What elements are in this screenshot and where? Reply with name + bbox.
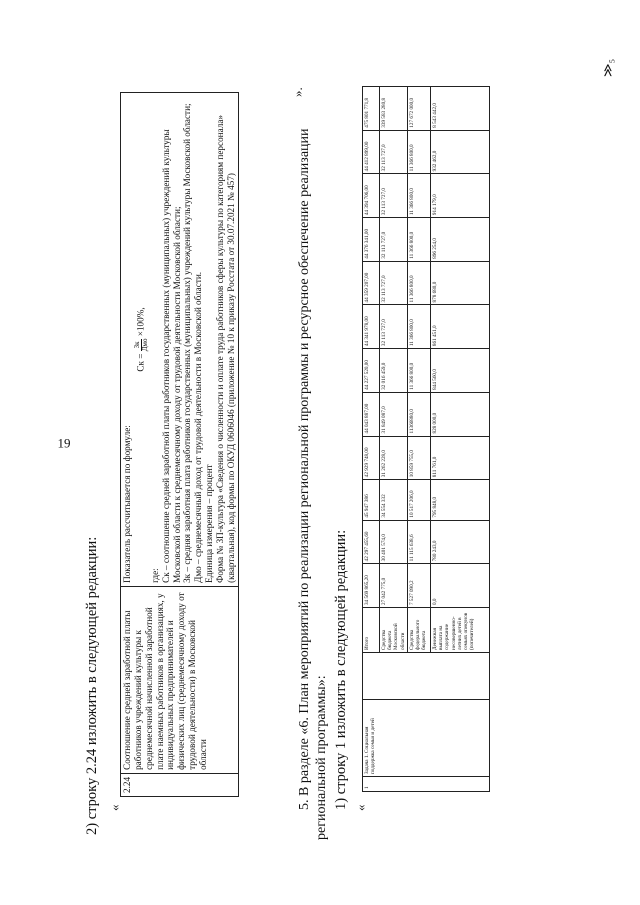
formula-intro: Показатель рассчитывается по формуле:: [122, 425, 132, 583]
value-cell: 795 848,0: [430, 480, 489, 520]
value-cell: 10 517 206,0: [407, 480, 430, 520]
definition-dmo: Дмо – среднемесячный доход от трудовой деятельности в Московской области.: [193, 271, 204, 583]
formula-denominator: Дмо: [140, 338, 149, 352]
row-label: Средства федерального бюджета: [407, 608, 430, 653]
value-cell: 932 462,0: [430, 130, 489, 174]
value-cell: 11 366 800,0: [407, 174, 430, 218]
value-cell: 44 359 207,00: [363, 261, 380, 305]
formula-rhs: ×100%,: [135, 307, 146, 337]
formula-numerator: Зк: [134, 339, 142, 352]
value-cell: 475 801 771,8: [363, 87, 380, 131]
value-cell: 32 113 727,0: [380, 305, 408, 349]
value-cell: 32 113 727,0: [380, 130, 408, 174]
formula-lhs: Ск =: [135, 353, 146, 372]
value-cell: 32 113 727,0: [380, 218, 408, 262]
value-cell: 0,0: [430, 564, 489, 608]
value-cell: 32 016 459,0: [380, 349, 408, 393]
value-cell: 11 366 800,0: [407, 261, 430, 305]
empty-cell: [363, 653, 490, 700]
page-number: 19: [57, 435, 71, 451]
value-cell: 31 262 228,0: [380, 436, 408, 480]
open-quote: «: [107, 804, 122, 811]
instruction-line-2: 2) строку 2.24 изложить в следующей редакции:: [84, 536, 100, 835]
value-cell: 11 366 800,0: [407, 349, 430, 393]
value-cell: 780 243,0: [430, 520, 489, 564]
value-cell: 8 543 442,0: [430, 87, 489, 131]
value-cell: 34 569 865,20: [363, 564, 380, 608]
task-name: Задача 1. Социальная поддержка семьи и детей: [363, 700, 490, 777]
source-form: Форма № ЗП-культура «Сведения о численности и оплате труда работников сферы культуры по категориям персонала» (квартальная), код формы по ОКУД 0606046 (приложение № 10 к приказу Росстата от 30.07.2021 № 457): [215, 115, 236, 583]
value-cell: 44 412 899,00: [363, 130, 380, 174]
value-cell: 7 527 090,2: [407, 564, 430, 608]
value-cell: 339 583 280,8: [380, 87, 408, 131]
definition-sk: Ск – соотношение средней заработной платы работников государственных (муниципальных) учреждений культуры Московской области к среднемесячному доходу от трудовой деятельности Московской области;: [160, 129, 182, 583]
value-cell: 11 366 800,0: [407, 130, 430, 174]
instruction-line-1: 1) строку 1 изложить в следующей редакции:: [333, 529, 349, 810]
section-5-heading: 5. В разделе «6. План мероприятий по реализации региональной программы и ресурсное обеспечение реализации региональной программы»:: [297, 128, 329, 840]
formula: [134, 96, 149, 583]
row-number: 1: [363, 777, 490, 792]
value-cell: 861 451,0: [430, 305, 489, 349]
value-cell: 31 849 087,0: [380, 392, 408, 436]
table-row: [121, 93, 239, 797]
indicator-table: [120, 92, 239, 797]
value-cell: 878 680,0: [430, 261, 489, 305]
table-row: [363, 87, 380, 792]
value-cell: 127 672 000,0: [407, 87, 430, 131]
formula-fraction: [134, 339, 149, 352]
value-cell: 34 554 332: [380, 480, 408, 520]
definition-zk: Зк – средняя заработная плата работников государственных (муниципальных) учреждений культуры Московской области;: [182, 103, 193, 583]
value-cell: 45 947 386: [363, 480, 380, 520]
value-cell: 11366880,0: [407, 392, 430, 436]
value-cell: 44 341 978,00: [363, 305, 380, 349]
open-quote-2: «: [353, 804, 368, 811]
value-cell: 32 113 727,0: [380, 174, 408, 218]
value-cell: 11 366 800,0: [407, 218, 430, 262]
value-cell: 30 401 574,0: [380, 520, 408, 564]
value-cell: 11 366 800,0: [407, 305, 430, 349]
row-number: 2.24: [121, 773, 239, 796]
page-end-mark: ≫₅: [600, 58, 615, 77]
row-label: Итого: [363, 608, 380, 653]
value-cell: 32 113 727,0: [380, 261, 408, 305]
value-cell: 896 254,0: [430, 218, 489, 262]
value-cell: 11 115 638,6: [407, 520, 430, 564]
value-cell: 44 043 887,00: [363, 392, 380, 436]
value-cell: 811 761,0: [430, 436, 489, 480]
value-cell: 844 560,0: [430, 349, 489, 393]
unit-of-measure: Единица измерения – процент: [204, 464, 215, 583]
value-cell: 27 042 775,0: [380, 564, 408, 608]
close-quote: ».: [290, 87, 305, 97]
value-cell: 42 297 455,60: [363, 520, 380, 564]
indicator-description: [121, 93, 239, 587]
value-cell: 10 859 755,0: [407, 436, 430, 480]
value-cell: 44 227 520,00: [363, 349, 380, 393]
value-cell: 828 000,0: [430, 392, 489, 436]
where-label: где:: [149, 568, 160, 583]
value-cell: 42 929 748,00: [363, 436, 380, 480]
row-label: Денежная выплата на содержание несовершенно-летних детей в семьях опекунов (попечителей): [430, 608, 489, 653]
row-label: Средства бюджета Московской области: [380, 608, 408, 653]
value-cell: 44 394 706,00: [363, 174, 380, 218]
indicator-name: Соотношение средней заработной платы работников учреждений культуры к среднемесячной начисленной заработной плате наемных работников в организациях, у индивидуальных предпринимателей и физических лиц (среднемесячному доходу от трудовой деятельности) в Московской области: [121, 586, 239, 773]
value-cell: 44 376 341,00: [363, 218, 380, 262]
plan-table: [362, 86, 490, 792]
value-cell: 914 179,0: [430, 174, 489, 218]
